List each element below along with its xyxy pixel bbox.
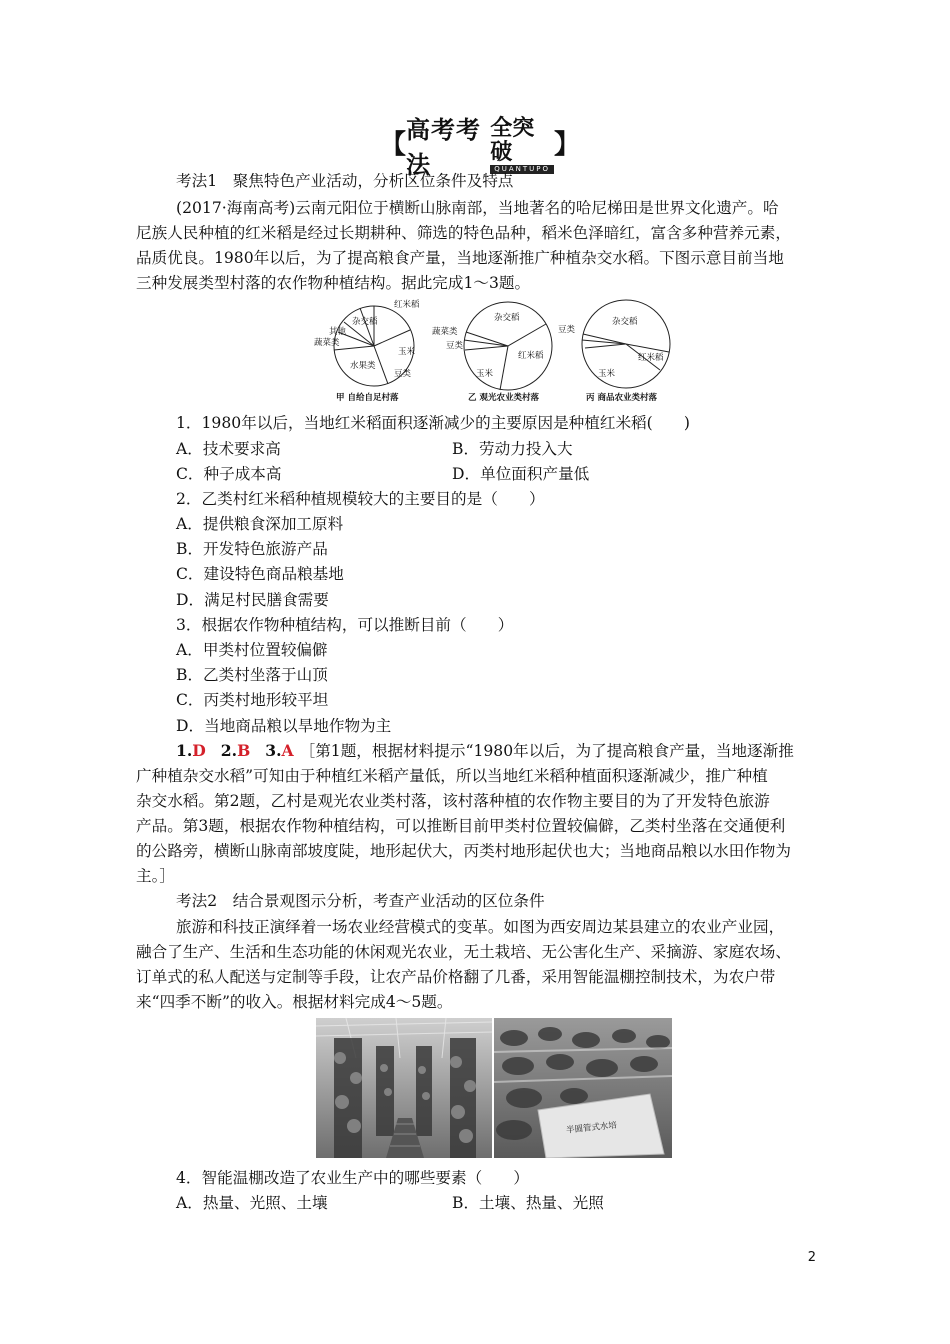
answer-number: 2. <box>220 741 238 760</box>
section-header <box>380 115 580 179</box>
pie-label: 玉米 <box>598 369 616 379</box>
pie-label: 玉米 <box>398 347 416 357</box>
answer-explanation: ［第1题，根据材料提示“1980年以后，为了提高粮食产量，当地逐渐推 <box>299 742 794 760</box>
header-title: 高考考法 <box>406 116 482 179</box>
header-title-box <box>490 117 554 174</box>
method2-heading: 考法2 结合景观图示分析，考查产业活动的区位条件 <box>176 892 545 910</box>
q1-option-c: C．种子成本高 <box>176 465 282 483</box>
answer-line <box>176 741 794 761</box>
answer-number: 1. <box>176 741 193 760</box>
pie-caption: 丙 商品农业类村落 <box>586 393 657 403</box>
answer-explanation-line: 杂交水稻。第2题，乙村是观光农业类村落，该村落种植的农作物主要目的为了开发特色旅游 <box>136 792 770 810</box>
q3-option-b: B．乙类村坐落于山顶 <box>176 666 328 684</box>
pie-label: 豆类 <box>558 325 576 335</box>
q3-option-a: A．甲类村位置较偏僻 <box>176 641 328 659</box>
pie-label: 蔬菜类 <box>432 327 458 337</box>
method2-intro-line: 旅游和科技正演绎着一场农业经营模式的变革。如图为西安周边某县建立的农业产业园， <box>176 918 785 936</box>
answer-number: 3. <box>265 741 282 760</box>
pie-label: 杂交稻 <box>494 313 520 323</box>
q1-option-d: D．单位面积产量低 <box>452 465 590 483</box>
method1-heading: 考法1 聚焦特色产业活动，分析区位条件及特点 <box>176 172 514 190</box>
q1-option-b: B．劳动力投入大 <box>452 440 573 458</box>
page-number: 2 <box>807 1250 816 1265</box>
q1-option-a: A．技术要求高 <box>176 440 281 458</box>
header-title2: 全突破 <box>490 115 535 165</box>
answer-value: B <box>237 741 251 760</box>
q2-option-b: B．开发特色旅游产品 <box>176 540 328 558</box>
q4-option-a: A．热量、光照、土壤 <box>176 1194 328 1212</box>
pie-label: 红米稻 <box>638 353 664 363</box>
left-bracket: 【 <box>380 130 407 160</box>
photo-sign-text: 半圆管式水培 <box>565 1120 618 1136</box>
answer-value: D <box>192 741 206 760</box>
pie-label: 红米稻 <box>394 300 420 310</box>
greenhouse-photo <box>316 1018 492 1158</box>
answer-value: A <box>281 741 294 760</box>
q4-stem: 4．智能温棚改造了农业生产中的哪些要素（ ） <box>176 1169 529 1187</box>
q3-option-c: C．丙类村地形较平坦 <box>176 691 329 709</box>
q3-stem: 3．根据农作物种植结构，可以推断目前（ ） <box>176 616 514 634</box>
answer-explanation-line: 产品。第3题，根据农作物种植结构，可以推断目前甲类村位置较偏僻，乙类村坐落在交通便利 <box>136 817 786 835</box>
method2-intro-line: 订单式的私人配送与定制等手段，让农产品价格翻了几番，采用智能温棚控制技术，为农户带 <box>136 968 776 986</box>
q4-option-b: B．土壤、热量、光照 <box>452 1194 604 1212</box>
method1-intro-line: (2017·海南高考)云南元阳位于横断山脉南部，当地著名的哈尼梯田是世界文化遗产。哈 <box>176 199 779 217</box>
answer-explanation-line: 的公路旁，横断山脉南部坡度陡，地形起伏大，丙类村地形起伏也大；当地商品粮以水田作物为 <box>136 842 791 860</box>
answer-explanation-line: 主。］ <box>136 867 175 885</box>
pie-label: 蔬菜类 <box>314 338 340 348</box>
pie-label: 玉米 <box>476 369 494 379</box>
pie-caption: 乙 观光农业类村落 <box>468 393 539 403</box>
q2-option-d: D．满足村民膳食需要 <box>176 591 329 609</box>
q3-option-d: D．当地商品粮以旱地作物为主 <box>176 717 392 735</box>
pie-caption: 甲 自给自足村落 <box>336 393 399 403</box>
right-bracket: 】 <box>553 130 580 160</box>
pie-label: 杂交稻 <box>612 317 638 327</box>
pie-charts-figure <box>300 294 690 406</box>
pie-label: 豆类 <box>394 369 412 379</box>
method1-intro-line: 尼族人民种植的红米稻是经过长期耕种、筛选的特色品种，稻米色泽暗红，富含多种营养元素， <box>136 224 791 242</box>
pie-label: 红米稻 <box>518 351 544 361</box>
q1-stem: 1．1980年以后，当地红米稻面积逐渐减少的主要原因是种植红米稻( ) <box>176 414 690 432</box>
method2-intro-line: 来“四季不断”的收入。根据材料完成4～5题。 <box>136 993 453 1011</box>
q2-stem: 2．乙类村红米稻种植规模较大的主要目的是（ ） <box>176 490 545 508</box>
q2-option-c: C．建设特色商品粮基地 <box>176 565 344 583</box>
pie-label: 其他 <box>329 327 347 337</box>
pie-label: 杂交稻 <box>352 317 378 327</box>
hydroponics-photo <box>494 1018 672 1158</box>
pie-label: 豆类 <box>446 341 464 351</box>
method1-intro-line: 品质优良。1980年以后，为了提高粮食产量，当地逐渐推广种植杂交水稻。下图示意目前当地 <box>136 249 784 267</box>
header-title2-sub: QUANTUPO <box>490 165 554 174</box>
method1-intro-line: 三种发展类型村落的农作物种植结构。据此完成1～3题。 <box>136 274 531 292</box>
answer-explanation-line: 广种植杂交水稻”可知由于种植红米稻产量低，所以当地红米稻种植面积逐渐减少，推广种植 <box>136 767 768 785</box>
method2-intro-line: 融合了生产、生活和生态功能的休闲观光农业，无土栽培、无公害化生产、采摘游、家庭农场、 <box>136 943 791 961</box>
q2-option-a: A．提供粮食深加工原料 <box>176 515 344 533</box>
pie-label: 水果类 <box>350 361 376 371</box>
